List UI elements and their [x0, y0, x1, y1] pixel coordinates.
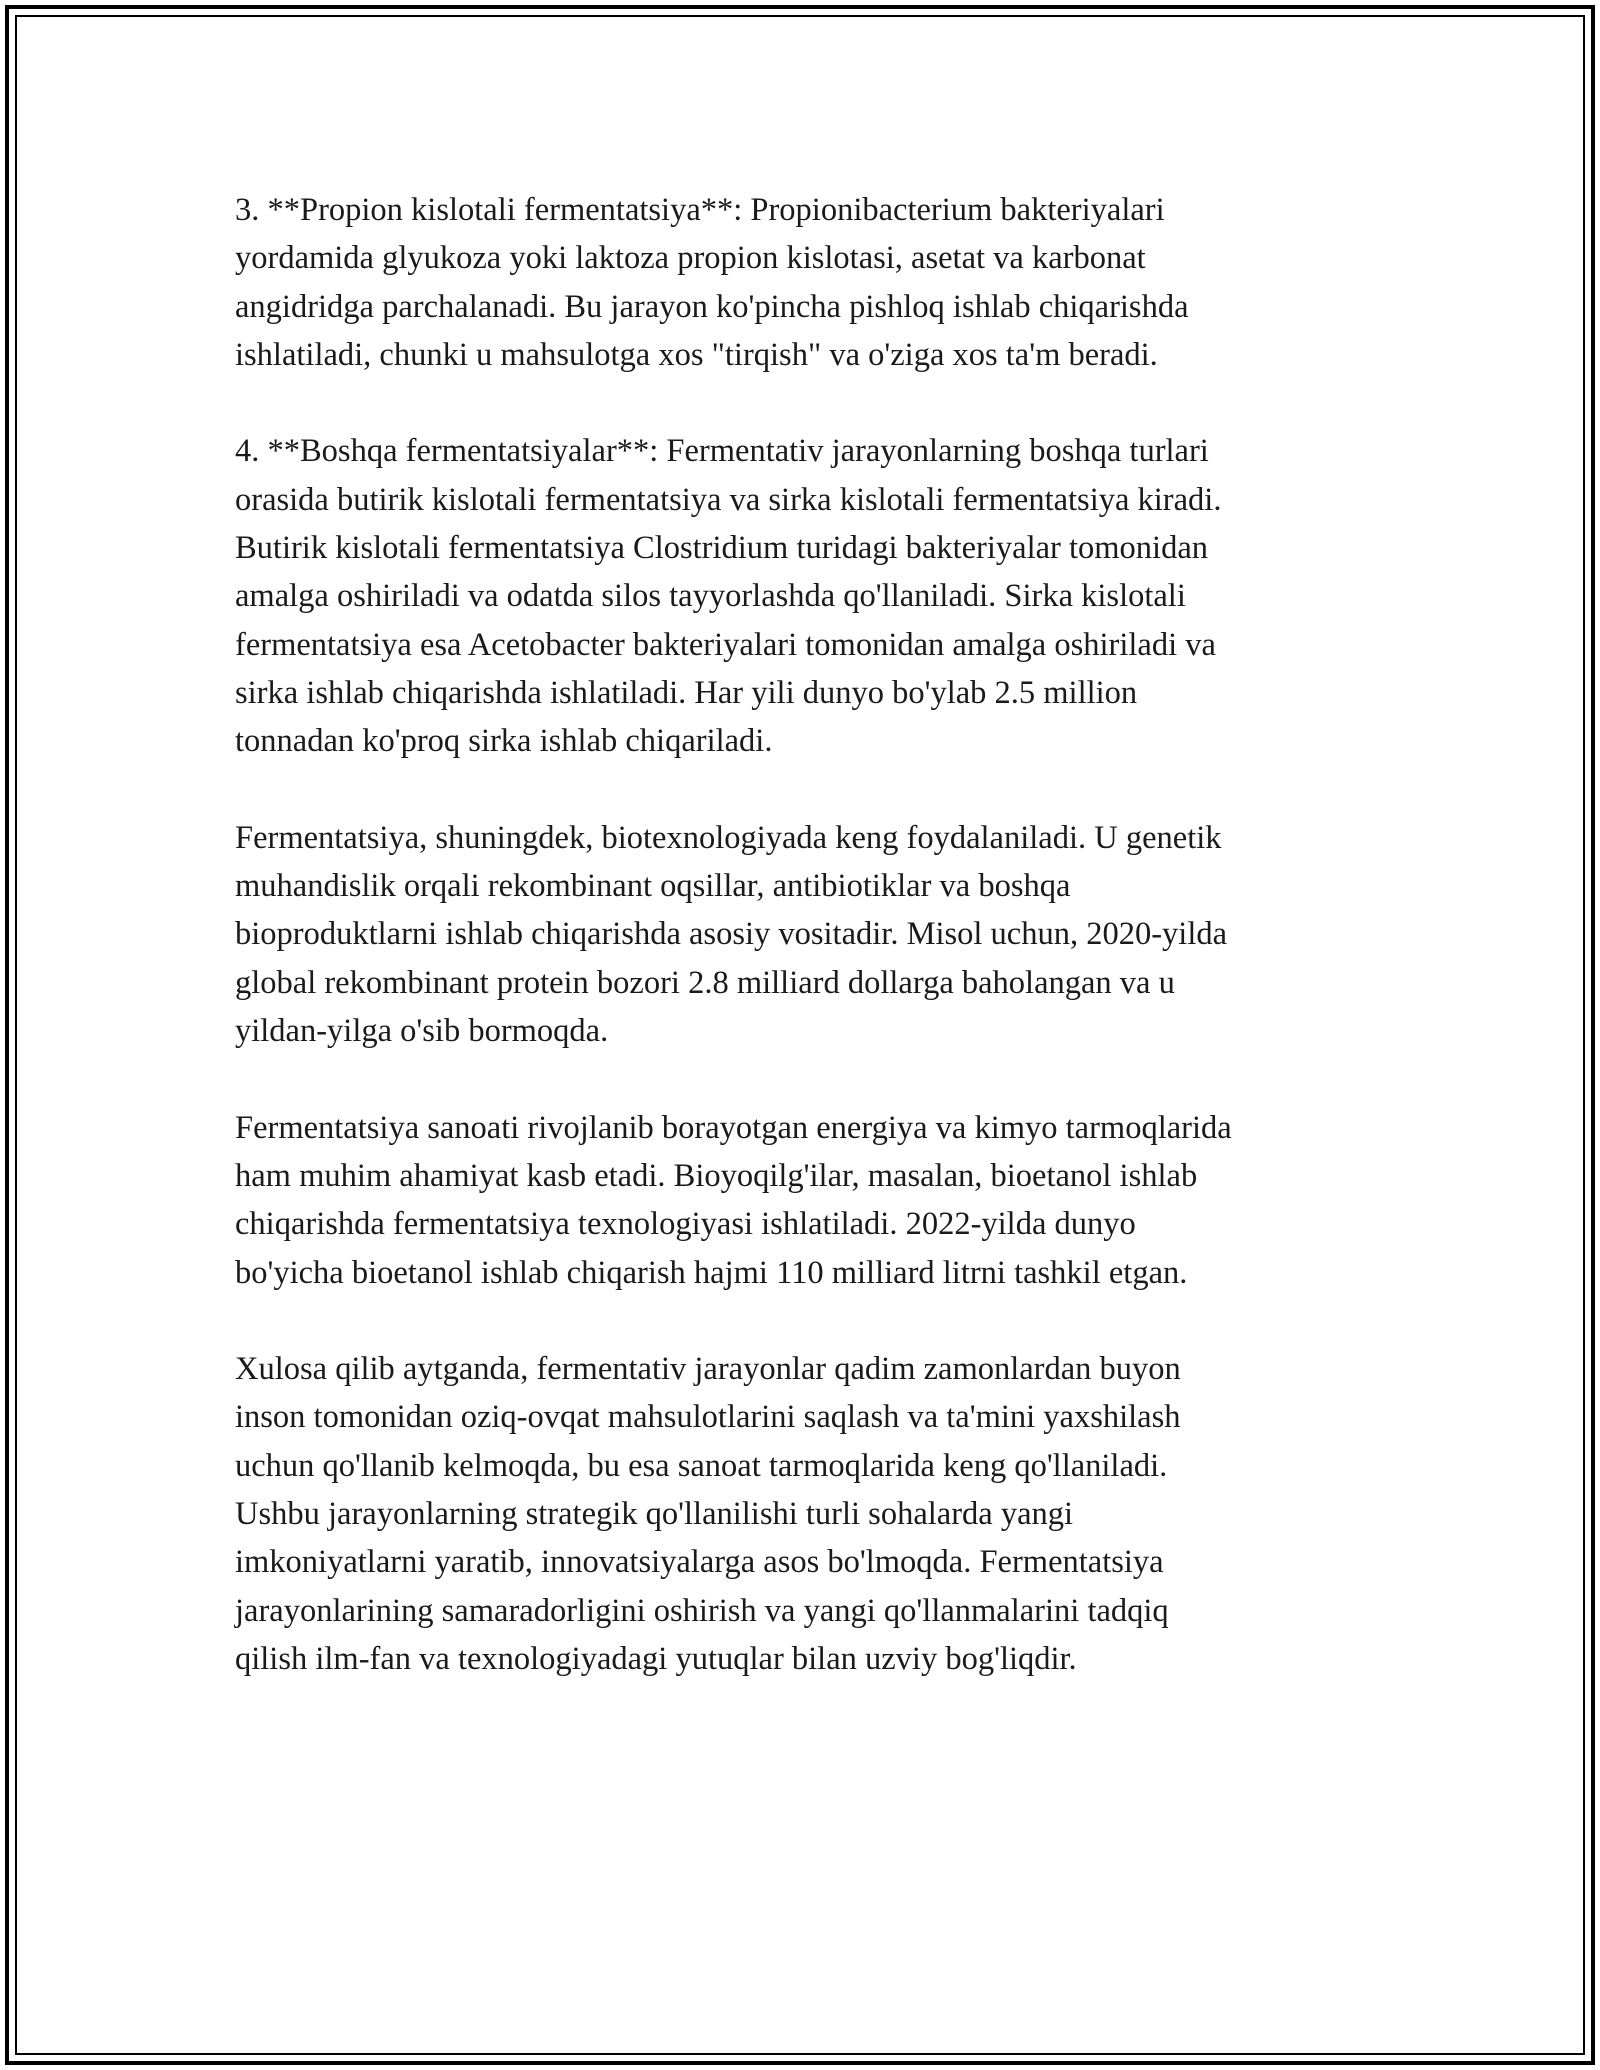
paragraph-conclusion: Xulosa qilib aytganda, fermentativ jarayonlar qadim zamonlardan buyon inson tomonidan oziq-ovqat mahsulotlarini saqlash va ta'mini yaxshilash uchun qo'llanib kelmoqda, bu esa sanoat tarmoqlarida keng qo'llaniladi. Ushbu jarayonlarning strategik qo'llanilishi turli sohalarda yangi imkoniyatlarni yaratib, innovatsiyalarga asos bo'lmoqda. Fermentatsiya jarayonlarining samaradorligini oshirish va yangi qo'llanmalarini tadqiq qilish ilm-fan va texnologiyadagi yutuqlar bilan uzviy bog'liqdir.: [235, 1351, 1181, 1677]
paragraph-energy-chemistry: Fermentatsiya sanoati rivojlanib borayotgan energiya va kimyo tarmoqlarida ham muhim ahamiyat kasb etadi. Bioyoqilg'ilar, masalan, bioetanol ishlab chiqarishda fermentatsiya texnologiyasi ishlatiladi. 2022-yilda dunyo bo'yicha bioetanol ishlab chiqarish hajmi 110 milliard litrni tashkil etgan.: [235, 1109, 1232, 1291]
paragraph-biotechnology: Fermentatsiya, shuningdek, biotexnologiyada keng foydalaniladi. U genetik muhandislik orqali rekombinant oqsillar, antibiotiklar va boshqa bioproduktlarni ishlab chiqarishda asosiy vositadir. Misol uchun, 2020-yilda global rekombinant protein bozori 2.8 milliard dollarga baholangan va u yildan-yilga o'sib bormoqda.: [235, 819, 1228, 1050]
document-body: [235, 186, 1375, 1683]
paragraph-other-fermentations: 4. **Boshqa fermentatsiyalar**: Fermentativ jarayonlarning boshqa turlari orasida butirik kislotali fermentatsiya va sirka kislotali fermentatsiya kiradi. Butirik kislotali fermentatsiya Clostridium turidagi bakteriyalar tomonidan amalga oshiriladi va odatda silos tayyorlashda qo'llaniladi. Sirka kislotali fermentatsiya esa Acetobacter bakteriyalari tomonidan amalga oshiriladi va sirka ishlab chiqarishda ishlatiladi. Har yili dunyo bo'ylab 2.5 million tonnadan ko'proq sirka ishlab chiqariladi.: [235, 433, 1222, 760]
paragraph-propionic-fermentation: 3. **Propion kislotali fermentatsiya**: Propionibacterium bakteriyalari yordamida glyukoza yoki laktoza propion kislotasi, asetat va karbonat angidridga parchalanadi. Bu jarayon ko'pincha pishloq ishlab chiqarishda ishlatiladi, chunki u mahsulotga xos "tirqish" va o'ziga xos ta'm beradi.: [235, 192, 1189, 373]
